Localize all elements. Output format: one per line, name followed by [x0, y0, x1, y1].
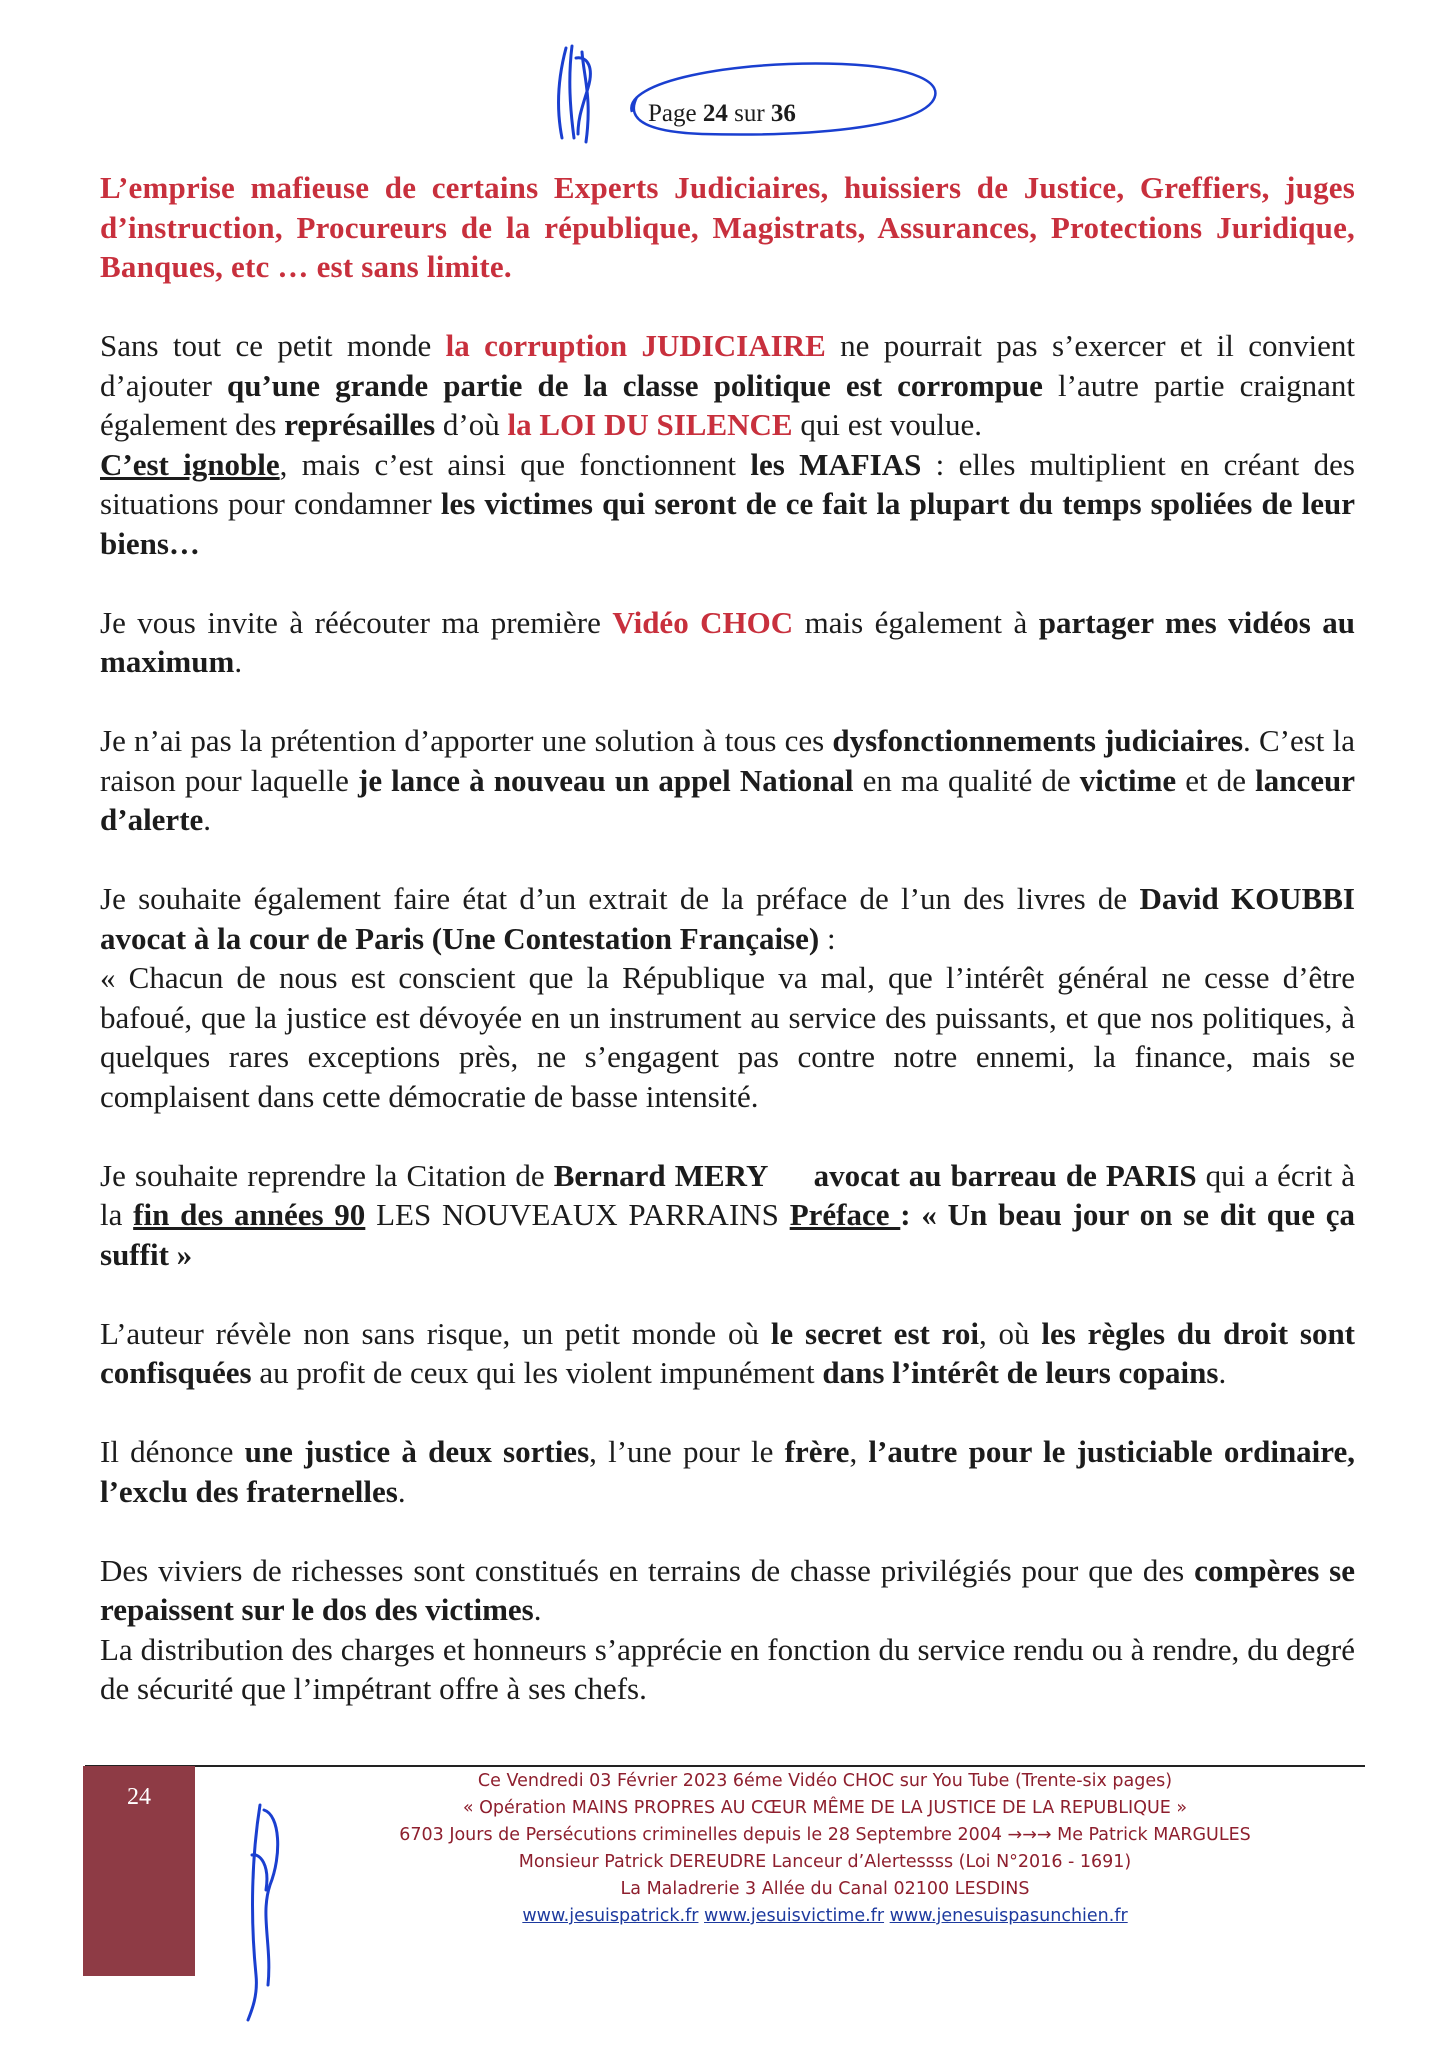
link-jenesuispasunchien[interactable]: www.jenesuispasunchien.fr — [889, 1906, 1128, 1926]
footer-line-4: Monsieur Patrick DEREUDRE Lanceur d’Alertessss (Loi N°2016 - 1691) — [518, 1852, 1132, 1872]
footer-line-3: 6703 Jours de Persécutions criminelles depuis le 28 Septembre 2004 →→→ Me Patrick MARGULES — [399, 1825, 1251, 1845]
paragraph-video: Je vous invite à réécouter ma première Vidéo CHOC mais également à partager mes vidéos au maximum. — [100, 604, 1355, 679]
paragraph-denonce: Il dénonce une justice à deux sorties, l’une pour le frère, l’autre pour le justiciable ordinaire, l’exclu des fraternelles. — [100, 1434, 1356, 1509]
page-number: Page 24 sur 36 — [648, 100, 796, 127]
footer-line-1: Ce Vendredi 03 Février 2023 6éme Vidéo CHOC sur You Tube (Trente-six pages) — [477, 1771, 1173, 1791]
paragraph-auteur: L’auteur révèle non sans risque, un petit monde où le secret est roi, où les règles du droit sont confisquées au profit de ceux qui les violent impunément dans l’intérêt de leurs copains. — [100, 1315, 1356, 1390]
paragraph-appel: Je n’ai pas la prétention d’apporter une solution à tous ces dysfonctionnements judiciaires. C’est la raison pour laquelle je lance à nouveau un appel National en ma qualité de victime et de lanceur d’alerte. — [100, 723, 1355, 837]
footer-page-box — [83, 1766, 195, 1976]
footer-line-2: « Opération MAINS PROPRES AU CŒUR MÊME DE LA JUSTICE DE LA REPUBLIQUE » — [462, 1798, 1188, 1818]
paragraph-corruption: Sans tout ce petit monde la corruption JUDICIAIRE ne pourrait pas s’exercer et il convient d’ajouter qu’une grande partie de la classe politique est corrompue l’autre partie craignant également des représailles d’où la LOI DU SILENCE qui est voulue. — [100, 328, 1356, 442]
paragraph-distribution: La distribution des charges et honneurs s’apprécie en fonction du service rendu ou à rendre, du degré de sécurité que l’impétrant offre à ses chefs. — [100, 1631, 1355, 1706]
handwritten-signature-bottom — [230, 1795, 290, 2025]
paragraph-quote: « Chacun de nous est conscient que la République va mal, que l’intérêt général ne cesse d’être bafoué, que la justice est dévoyée en un instrument au service des puissants, et que nos politiques, à quelques rares exceptions près, ne s’engagent pas contre notre ennemi, la finance, mais se complaisent dans cette démocratie de basse intensité. — [100, 960, 1355, 1114]
footer-links — [300, 1903, 1350, 1930]
document-body — [100, 168, 1355, 1709]
paragraph-koubbi: Je souhaite également faire état d’un extrait de la préface de l’un des livres de David KOUBBI avocat à la cour de Paris (Une Contestation Française) : — [100, 881, 1355, 956]
paragraph-mafias: C’est ignoble, mais c’est ainsi que fonctionnent les MAFIAS : elles multiplient en créant des situations pour condamner les victimes qui seront de ce fait la plupart du temps spoliées de leur biens… — [100, 446, 1355, 561]
paragraph-viviers: Des viviers de richesses sont constitués en terrains de chasse privilégiés pour que des compères se repaissent sur le dos des victimes. — [100, 1552, 1355, 1627]
intro-paragraph: L’emprise mafieuse de certains Experts Judiciaires, huissiers de Justice, Greffiers, juges d’instruction, Procureurs de la république, Magistrats, Assurances, Protections Juridique, Banques, etc … est sans limite. — [100, 170, 1355, 284]
link-jesuisvictime[interactable]: www.jesuisvictime.fr — [704, 1906, 885, 1926]
footer-text — [300, 1768, 1350, 1930]
paragraph-mery: Je souhaite reprendre la Citation de Bernard MERY avocat au barreau de PARIS qui a écrit à la fin des années 90 LES NOUVEAUX PARRAINS Préface : « Un beau jour on se dit que ça suffit » — [100, 1157, 1356, 1272]
link-jesuispatrick[interactable]: www.jesuispatrick.fr — [522, 1906, 699, 1926]
footer-divider — [85, 1765, 1365, 1767]
footer-line-5: La Maladrerie 3 Allée du Canal 02100 LESDINS — [620, 1879, 1030, 1899]
handwritten-initials-signature — [548, 38, 608, 148]
footer-page-number: 24 — [127, 1784, 151, 1810]
